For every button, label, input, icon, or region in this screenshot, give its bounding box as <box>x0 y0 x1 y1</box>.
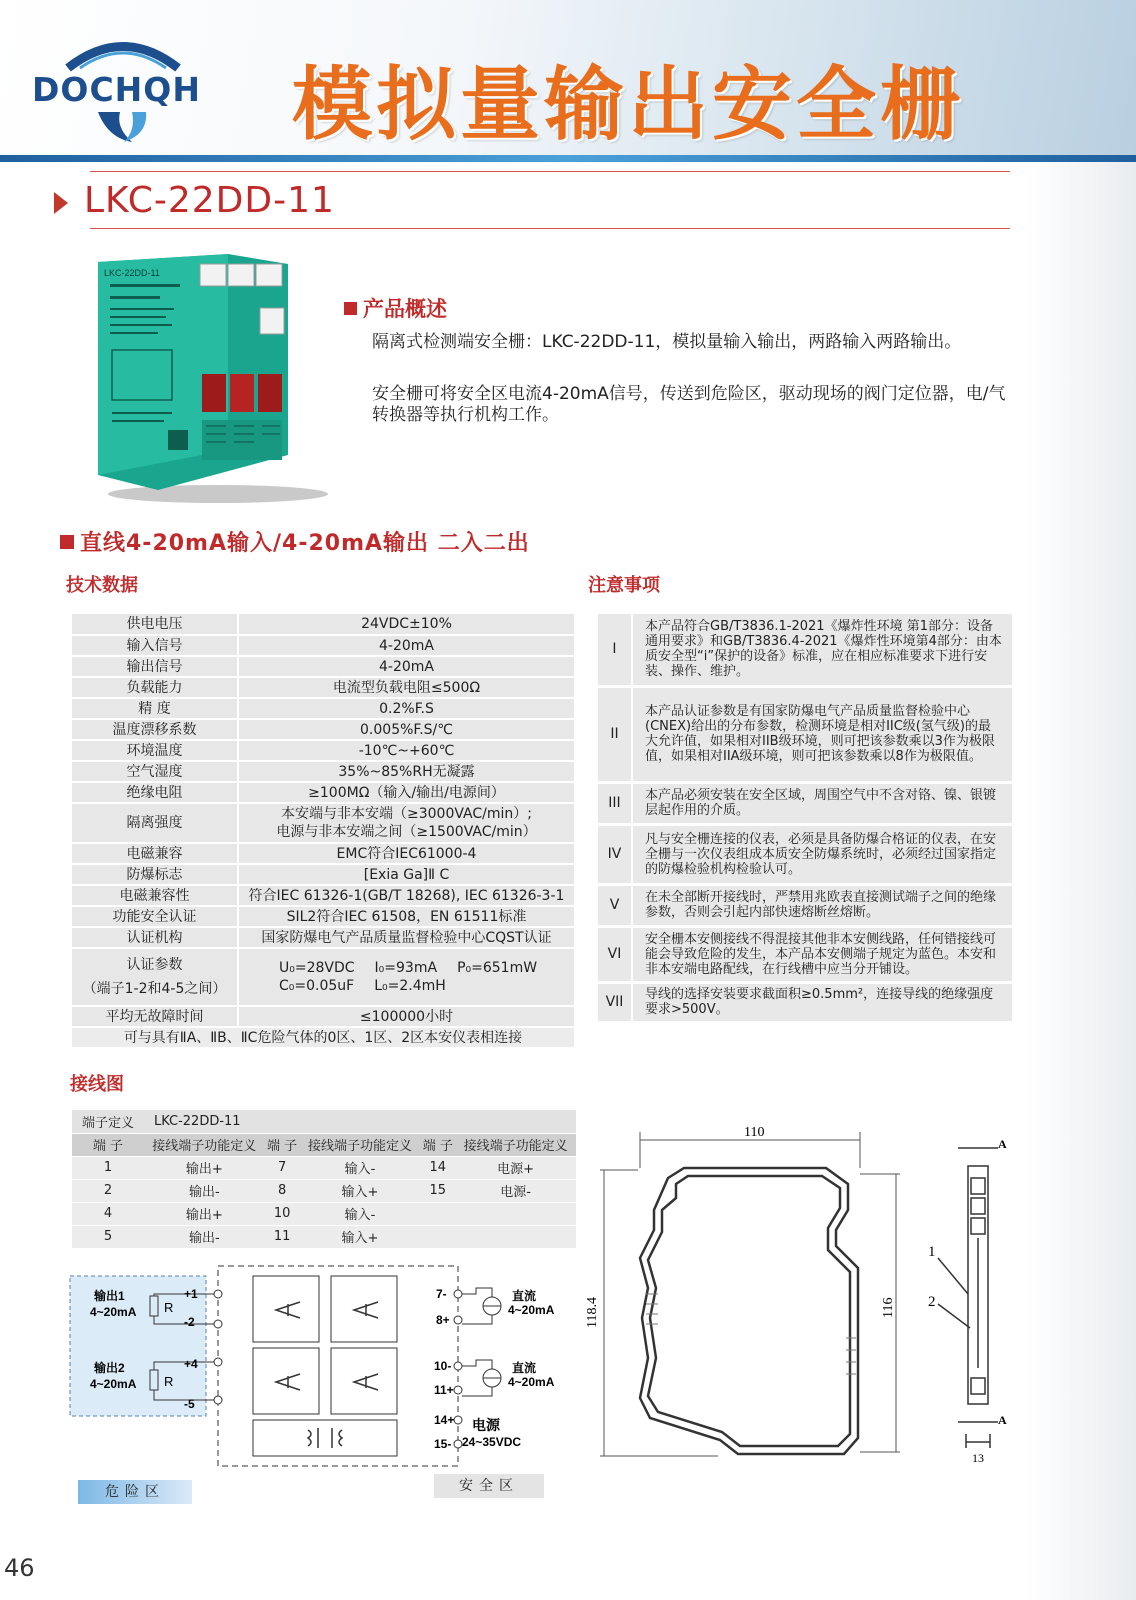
cert-label: 认证参数 <box>126 957 183 973</box>
tech-value: 0.005%F.S/℃ <box>238 719 574 740</box>
col-header: 端 子 <box>265 1133 300 1156</box>
note-row <box>598 982 1012 1022</box>
table-cell: 输入- <box>300 1202 421 1225</box>
table-cell: 4 <box>72 1202 144 1225</box>
note-text: 本产品必须安装在安全区域，周围空气中不含对铬、镍、银镀层起作用的介质。 <box>632 782 1012 824</box>
tech-value: 国家防爆电气产品质量监督检验中心CQST认证 <box>238 927 574 948</box>
tech-row <box>72 906 574 927</box>
note-row <box>598 884 1012 926</box>
resistor-label: R <box>164 1300 174 1315</box>
power-label: 电源 <box>472 1417 500 1433</box>
table-cell: 电源- <box>455 1179 576 1202</box>
table-cell: 11 <box>265 1225 300 1248</box>
table-cell: 输入+ <box>300 1179 421 1202</box>
tech-row <box>72 927 574 948</box>
def-value: LKC-22DD-11 <box>144 1110 576 1133</box>
col-header: 接线端子功能定义 <box>300 1133 421 1156</box>
table-cell <box>455 1225 576 1248</box>
hazard-zone-label: 危险区 <box>78 1480 192 1504</box>
note-number: I <box>598 614 632 686</box>
table-row <box>72 1202 576 1225</box>
note-text: 本产品符合GB/T3836.1-2021《爆炸性环境 第1部分：设备通用要求》和GB/T3836.4-2021《爆炸性环境第4部分：由本质安全型“i”保护的设备》标准，应在相应标准要求下进行安装、操作、维护。 <box>632 614 1012 686</box>
note-number: II <box>598 686 632 782</box>
tech-value: -10℃~+60℃ <box>238 740 574 761</box>
tech-row <box>72 864 574 885</box>
table-cell: 输出+ <box>144 1202 265 1225</box>
power-range: 24~35VDC <box>462 1435 522 1449</box>
tech-value: EMC符合IEC61000-4 <box>238 843 574 864</box>
tech-value <box>238 803 574 843</box>
tech-value: 4-20mA <box>238 635 574 656</box>
tech-key: 供电电压 <box>72 614 238 635</box>
table-cell <box>420 1225 455 1248</box>
note-number: VII <box>598 982 632 1022</box>
cert-param: L₀=2.4mH <box>374 978 446 994</box>
callout-2: 2 <box>928 1294 936 1310</box>
cert-line <box>279 977 572 995</box>
table-cell: 8 <box>265 1179 300 1202</box>
model-name: LKC-22DD-11 <box>84 180 335 221</box>
tech-value: ≥100MΩ（输入/输出/电源间） <box>238 782 574 803</box>
dim-height: 118.4 <box>585 1297 600 1328</box>
overview-para-1: 隔离式检测端安全栅：LKC-22DD-11，模拟量输入输出，两路输入两路输出。 <box>372 332 962 352</box>
dimension-drawing <box>585 1118 1018 1478</box>
tech-key: 功能安全认证 <box>72 906 238 927</box>
table-cell <box>455 1202 576 1225</box>
safe-zone-label: 安全区 <box>434 1474 544 1498</box>
arrow-right-icon <box>54 192 68 214</box>
table-cell <box>420 1202 455 1225</box>
wiring-heading: 接线图 <box>70 1074 124 1095</box>
terminal-label: 10- <box>434 1359 452 1373</box>
overview-heading: 产品概述 <box>344 293 447 323</box>
tech-value: 35%~85%RH无凝露 <box>238 761 574 782</box>
table-cell: 输入- <box>300 1156 421 1179</box>
product-label: LKC-22DD-11 <box>104 268 160 278</box>
resistor-label: R <box>164 1374 174 1389</box>
table-cell: 输出+ <box>144 1156 265 1179</box>
note-row <box>598 824 1012 884</box>
terminal-label: 11+ <box>434 1383 454 1397</box>
tech-key: 空气湿度 <box>72 761 238 782</box>
output2-label: 输出2 <box>94 1361 125 1375</box>
note-row <box>598 926 1012 982</box>
terminal-label: +4 <box>184 1357 198 1371</box>
terminal-label: 8+ <box>436 1313 450 1327</box>
table-row <box>72 1156 576 1179</box>
tech-key: 绝缘电阻 <box>72 782 238 803</box>
table-cell: 14 <box>420 1156 455 1179</box>
note-row <box>598 686 1012 782</box>
col-header: 端 子 <box>420 1133 455 1156</box>
note-row <box>598 614 1012 686</box>
callout-1: 1 <box>928 1244 936 1260</box>
notes-table <box>598 614 1012 1024</box>
table-cell: 15 <box>420 1179 455 1202</box>
terminal-label: 7- <box>436 1287 447 1301</box>
tech-row <box>72 1006 574 1027</box>
tech-key: 隔离强度 <box>72 803 238 843</box>
tech-row <box>72 740 574 761</box>
dim-height-inner: 116 <box>881 1297 896 1318</box>
cert-param: I₀=93mA <box>374 960 438 976</box>
table-cell: 1 <box>72 1156 144 1179</box>
wiring-table <box>72 1110 576 1249</box>
tech-footer: 可与具有ⅡA、ⅡB、ⅡC危险气体的0区、1区、2区本安仪表相连接 <box>72 1027 574 1048</box>
note-text: 安全栅本安侧接线不得混接其他非本安侧线路，任何错接线可能会导致危险的发生，本产品本安侧端子规定为蓝色。本安和非本安端电路配线，在行线槽中应当分开铺设。 <box>632 926 1012 982</box>
table-cell: 2 <box>72 1179 144 1202</box>
header-stripe <box>0 155 1136 162</box>
tech-value <box>238 948 574 1006</box>
terminal-label: 14+ <box>434 1413 455 1427</box>
dc-range: 4~20mA <box>508 1303 555 1317</box>
def-label: 端子定义 <box>72 1110 144 1133</box>
product-image <box>88 250 328 505</box>
tech-row <box>72 803 574 843</box>
tech-table <box>72 614 574 1049</box>
tech-row <box>72 719 574 740</box>
tech-key: 输出信号 <box>72 656 238 677</box>
tech-row <box>72 635 574 656</box>
section-heading: 直线4-20mA输入/4-20mA输出 二入二出 <box>60 526 530 557</box>
tech-key: 认证机构 <box>72 927 238 948</box>
tech-footer-row <box>72 1027 574 1048</box>
notes-heading: 注意事项 <box>588 575 660 596</box>
tech-key: 精 度 <box>72 698 238 719</box>
note-text: 在未全部断开接线时，严禁用兆欧表直接测试端子之间的绝缘参数，否则会引起内部快速熔断丝熔断。 <box>632 884 1012 926</box>
square-bullet-icon <box>60 535 74 549</box>
terminal-label: -2 <box>184 1315 195 1329</box>
note-text: 凡与安全栅连接的仪表，必须是具备防爆合格证的仪表，在安全栅与一次仪表组成本质安全防爆系统时，必须经过国家指定的防爆检验机构检验认可。 <box>632 824 1012 884</box>
tech-value: 电流型负载电阻≤500Ω <box>238 677 574 698</box>
tech-value: 24VDC±10% <box>238 614 574 635</box>
note-number: IV <box>598 824 632 884</box>
page-title: 模拟量输出安全栅 <box>292 58 964 151</box>
cert-label: （端子1-2和4-5之间） <box>82 981 227 997</box>
terminal-label: -5 <box>184 1397 195 1411</box>
table-row <box>72 1179 576 1202</box>
tech-key <box>72 948 238 1006</box>
tech-row <box>72 761 574 782</box>
tech-row <box>72 656 574 677</box>
tech-value: 符合IEC 61326-1(GB/T 18268), IEC 61326-3-1 <box>238 885 574 906</box>
note-row <box>598 782 1012 824</box>
table-cell: 7 <box>265 1156 300 1179</box>
table-cell: 电源+ <box>455 1156 576 1179</box>
tech-value: [Exia Ga]Ⅱ C <box>238 864 574 885</box>
note-number: VI <box>598 926 632 982</box>
divider <box>90 171 1010 172</box>
isolation-line: 电源与非本安端之间（≥1500VAC/min） <box>276 824 537 840</box>
terminal-label: +1 <box>184 1287 198 1301</box>
cert-param: P₀=651mW <box>457 960 538 976</box>
tech-row <box>72 843 574 864</box>
brand-logo <box>28 30 218 150</box>
tech-row <box>72 677 574 698</box>
dim-side: 13 <box>972 1451 984 1465</box>
dc-label: 直流 <box>512 1289 537 1303</box>
table-cell: 输入+ <box>300 1225 421 1248</box>
tech-key: 电磁兼容 <box>72 843 238 864</box>
note-text: 导线的选择安装要求截面积≥0.5mm²，连接导线的绝缘强度要求>500V。 <box>632 982 1012 1022</box>
section-marker: A <box>998 1137 1007 1151</box>
tech-value: 0.2%F.S <box>238 698 574 719</box>
col-header: 接线端子功能定义 <box>144 1133 265 1156</box>
tech-key: 温度漂移系数 <box>72 719 238 740</box>
cert-param: C₀=0.05uF <box>279 978 355 994</box>
tech-row <box>72 614 574 635</box>
tech-key: 电磁兼容性 <box>72 885 238 906</box>
tech-heading: 技术数据 <box>66 575 138 596</box>
col-header: 端 子 <box>72 1133 144 1156</box>
note-number: III <box>598 782 632 824</box>
tech-value: 4-20mA <box>238 656 574 677</box>
tech-row <box>72 885 574 906</box>
col-header: 接线端子功能定义 <box>455 1133 576 1156</box>
tech-key: 平均无故障时间 <box>72 1006 238 1027</box>
overview-para-2: 安全栅可将安全区电流4-20mA信号，传送到危险区，驱动现场的阀门定位器，电/气转换器等执行机构工作。 <box>372 384 1006 425</box>
dc-label: 直流 <box>512 1361 537 1375</box>
tech-key: 输入信号 <box>72 635 238 656</box>
terminal-label: 15- <box>434 1437 452 1451</box>
table-cell: 10 <box>265 1202 300 1225</box>
tech-row <box>72 698 574 719</box>
brand-name: DOCHQH <box>32 70 201 109</box>
tech-value: SIL2符合IEC 61508，EN 61511标准 <box>238 906 574 927</box>
output1-label: 输出1 <box>94 1289 125 1303</box>
output2-range: 4~20mA <box>90 1377 137 1391</box>
table-row <box>72 1225 576 1248</box>
tech-row <box>72 948 574 1006</box>
page-number: 46 <box>4 1554 35 1582</box>
isolation-line: 本安端与非本安端（≥3000VAC/min）; <box>281 806 532 822</box>
cert-line <box>279 959 572 977</box>
tech-key: 防爆标志 <box>72 864 238 885</box>
divider <box>90 228 1010 229</box>
tech-row <box>72 782 574 803</box>
cert-param: U₀=28VDC <box>279 960 355 976</box>
section-marker: A <box>998 1413 1007 1427</box>
side-band <box>1026 162 1136 1600</box>
table-cell: 5 <box>72 1225 144 1248</box>
circuit-diagram <box>68 1258 588 1508</box>
dc-range: 4~20mA <box>508 1375 555 1389</box>
square-bullet-icon <box>344 302 357 315</box>
note-number: V <box>598 884 632 926</box>
dim-width: 110 <box>744 1125 765 1140</box>
table-cell: 输出- <box>144 1225 265 1248</box>
tech-value: ≤100000小时 <box>238 1006 574 1027</box>
tech-key: 负载能力 <box>72 677 238 698</box>
note-text: 本产品认证参数是有国家防爆电气产品质量监督检验中心(CNEX)给出的分布参数，检测环境是相对IIC级(氢气级)的最大允许值，如果相对IIB级环境，则可把该参数乘以3作为极限值，如果相对IIA级环境，则可把该参数乘以8作为极限值。 <box>632 686 1012 782</box>
tech-key: 环境温度 <box>72 740 238 761</box>
output1-range: 4~20mA <box>90 1305 137 1319</box>
table-cell: 输出- <box>144 1179 265 1202</box>
